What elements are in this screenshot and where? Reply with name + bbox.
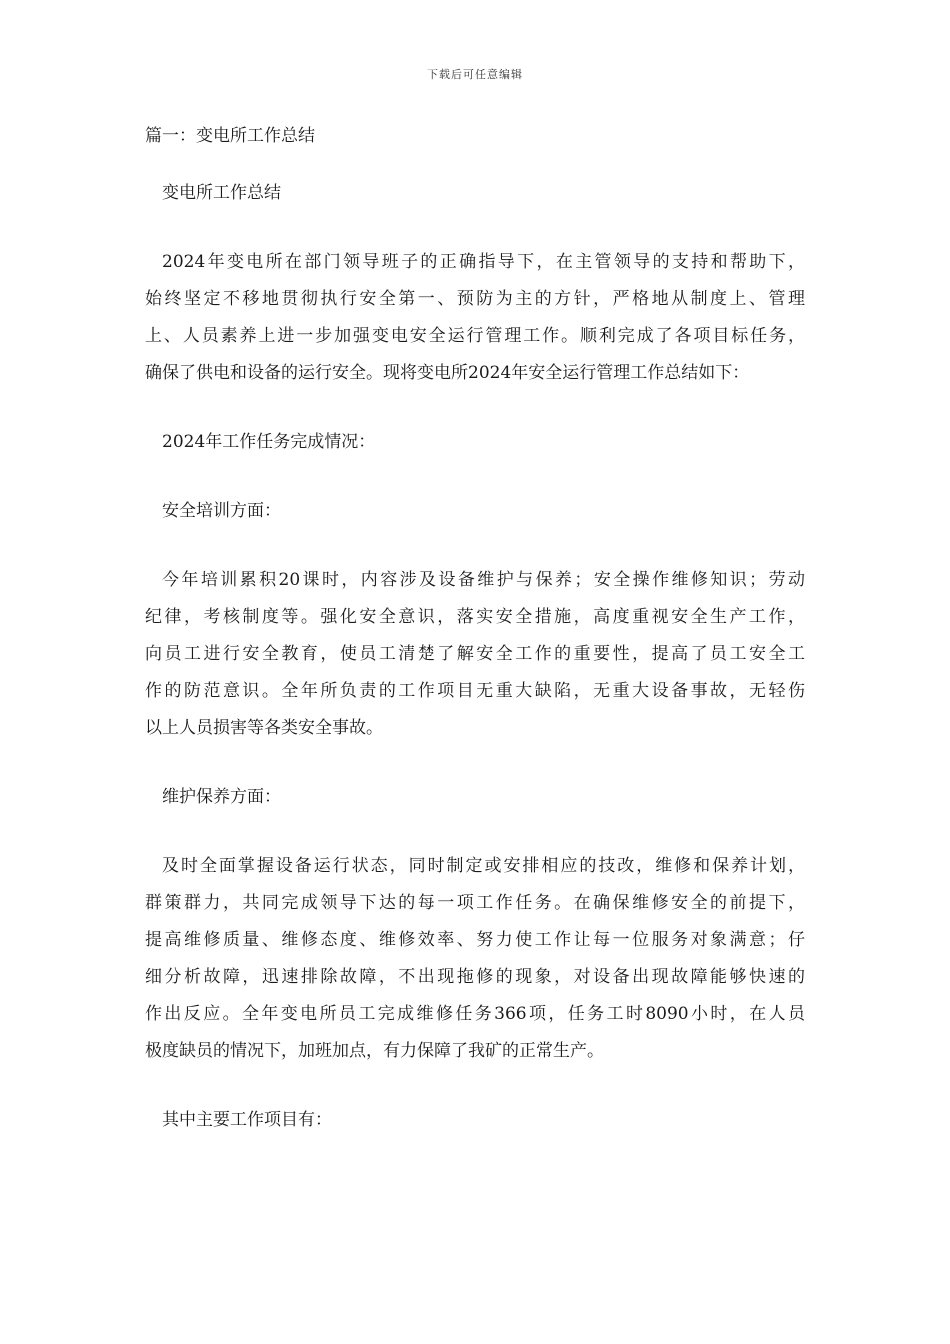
- paragraph-line: 始终坚定不移地贯彻执行安全第一、预防为主的方针，严格地从制度上、管理: [145, 289, 805, 309]
- section-heading-tasks: 2024年工作任务完成情况：: [162, 432, 376, 452]
- paragraph-line: 及时全面掌握设备运行状态，同时制定或安排相应的技改，维修和保养计划，: [162, 856, 805, 876]
- document-subtitle: 变电所工作总结: [162, 183, 281, 203]
- paragraph-line: 作的防范意识。全年所负责的工作项目无重大缺陷，无重大设备事故，无轻伤: [145, 681, 805, 701]
- header-note: 下载后可任意编辑: [427, 68, 523, 81]
- paragraph-line: 向员工进行安全教育，使员工清楚了解安全工作的重要性，提高了员工安全工: [145, 644, 805, 664]
- paragraph-line: 作出反应。全年变电所员工完成维修任务366项，任务工时8090小时，在人员: [145, 1004, 805, 1024]
- paragraph-line: 提高维修质量、维修态度、维修效率、努力使工作让每一位服务对象满意；仔: [145, 930, 805, 950]
- section-heading-training: 安全培训方面：: [162, 501, 281, 521]
- paragraph-intro: [145, 244, 805, 392]
- paragraph-line: 纪律，考核制度等。强化安全意识，落实安全措施，高度重视安全生产工作，: [145, 607, 805, 627]
- paragraph-line: 上、人员素养上进一步加强变电安全运行管理工作。顺利完成了各项目标任务，: [145, 326, 805, 346]
- paragraph-maintenance: [145, 848, 805, 1070]
- section-heading-projects: 其中主要工作项目有：: [162, 1110, 332, 1130]
- paragraph-line: 以上人员损害等各类安全事故。: [145, 718, 383, 738]
- section-heading-maintenance: 维护保养方面：: [162, 787, 281, 807]
- paragraph-line: 今年培训累积20课时，内容涉及设备维护与保养；安全操作维修知识；劳动: [162, 570, 805, 590]
- paragraph-line: 极度缺员的情况下，加班加点，有力保障了我矿的正常生产。: [145, 1041, 604, 1061]
- paragraph-training: [145, 562, 805, 747]
- paragraph-line: 确保了供电和设备的运行安全。现将变电所2024年安全运行管理工作总结如下：: [145, 363, 750, 383]
- paragraph-line: 细分析故障，迅速排除故障，不出现拖修的现象，对设备出现故障能够快速的: [145, 967, 805, 987]
- document-body: [145, 118, 805, 1139]
- paragraph-line: 群策群力，共同完成领导下达的每一项工作任务。在确保维修安全的前提下，: [145, 893, 805, 913]
- paragraph-line: 2024年变电所在部门领导班子的正确指导下，在主管领导的支持和帮助下，: [162, 252, 805, 272]
- document-title: 篇一：变电所工作总结: [145, 126, 315, 146]
